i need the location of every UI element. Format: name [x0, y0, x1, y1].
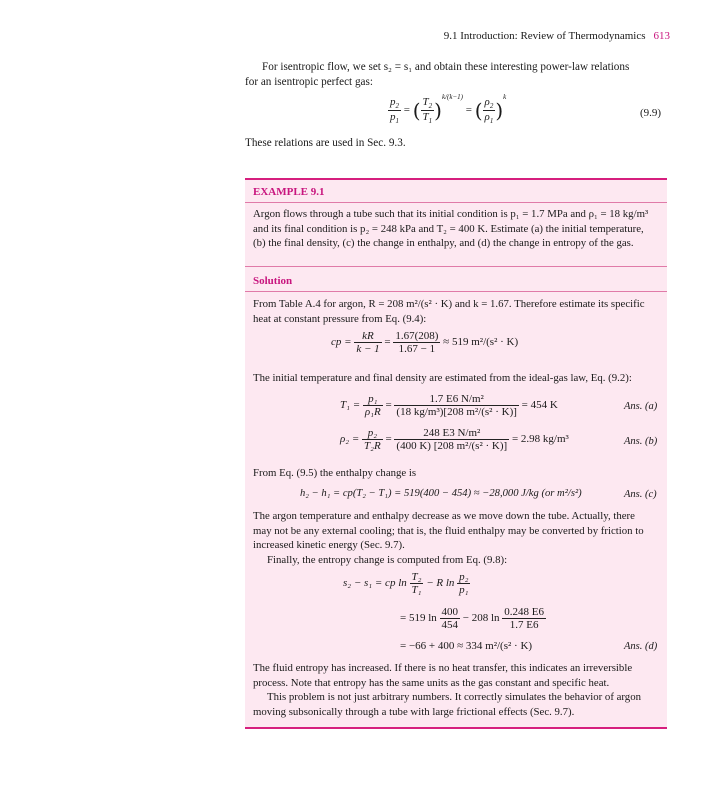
s-f2-num: p₂: [459, 571, 469, 583]
cp-f2-num: 1.67(208): [395, 330, 439, 342]
statement-line: Argon flows through a tube such that its initial condition is p₁ = 1.7 MPa and ρ₁ = 18 kg/m³: [253, 208, 649, 220]
answer-b: Ans. (b): [624, 436, 658, 447]
rho2-f1-den: T₂R: [364, 440, 381, 452]
t1-result: = 454 K: [521, 399, 558, 412]
intro-line-1: For isentropic flow, we set s₂ = s₁ and obtain these interesting power-law relations: [262, 61, 630, 73]
rho2-f2-num: 248 E3 N/m²: [394, 427, 509, 440]
example-title: EXAMPLE 9.1: [253, 186, 325, 198]
example-bottom-rule: [245, 727, 667, 729]
statement-line: (b) the final density, (c) the change in enthalpy, and (d) the change in entropy of the gas.: [253, 237, 634, 249]
solution-paragraph-3: From Eq. (9.5) the enthalpy change is: [253, 467, 417, 479]
answer-a: Ans. (a): [624, 401, 658, 412]
page-number: 613: [653, 30, 670, 42]
intro-after: These relations are used in Sec. 9.3.: [245, 137, 406, 149]
rho2-f2-den: (400 K) [208 m²/(s² · K)]: [396, 440, 508, 452]
paragraph-line: From Table A.4 for argon, R = 208 m²/(s² · K) and k = 1.67. Therefore estimate its specific: [253, 298, 645, 310]
intro-line-2: for an isentropic perfect gas:: [245, 76, 373, 88]
s-f3-num: 400: [441, 606, 459, 618]
paragraph-line: This problem is not just arbitrary numbers. It correctly simulates the behavior of argon: [267, 691, 642, 703]
answer-c: Ans. (c): [624, 489, 657, 500]
s-f2-den: p₁: [459, 584, 469, 596]
t1-f2-den: (18 kg/m³)[208 m²/(s² · K)]: [396, 406, 517, 418]
equation-number: (9.9): [640, 107, 662, 119]
entropy-equation-line-1: [343, 571, 470, 596]
rho2-equation: ρ₂ = $\frac{\text{p₂}}{\text{T₂R}}$ = $\frac{\text{248 E3 N/m²}}{\text{(400 K) [208 m²/(s² · K)]}}$ = 2.98 kg/m³: [340, 427, 569, 452]
solution-paragraph-2: The initial temperature and final density are estimated from the ideal-gas law, Eq. (9.2):: [253, 372, 632, 384]
section-title: 9.1 Introduction: Review of Thermodynamics: [443, 30, 646, 42]
s-line2-b: − 208 ln: [462, 612, 500, 625]
s-f4-den: 1.7 E6: [509, 619, 539, 631]
s-line2-a: = 519 ln: [400, 612, 437, 625]
example-title-rule: [245, 202, 667, 203]
entropy-equation-line-3: = −66 + 400 ≈ 334 m²/(s² · K): [400, 640, 533, 652]
s-f1-num: T₂: [411, 571, 422, 583]
t1-equation: T₁ = $\frac{\text{p₁}}{\text{ρ₁R}}$ = $\frac{\text{1.7 E6 N/m²}}{\text{(18 kg/m³)[208 m²/(s² · K)]}}$ = 454 K: [340, 393, 558, 418]
cp-equation: cp = $\frac{kR}{k - 1}$ = $\frac{1.67(208)}{1.67 - 1}$ ≈ 519 m²/(s² · K): [331, 330, 519, 355]
paragraph-line: heat at constant pressure from Eq. (9.4):: [253, 312, 427, 325]
s-mid: − R ln: [426, 577, 455, 590]
solution-paragraph-1: [253, 297, 665, 326]
s-lhs: s₂ − s₁ = cp ln: [343, 577, 407, 590]
t1-f1-den: ρ₁R: [364, 406, 381, 418]
s-f1-den: T₁: [411, 584, 422, 596]
paragraph-line: Finally, the entropy change is computed from Eq. (9.8):: [267, 553, 508, 566]
solution-paragraph-5: [253, 661, 665, 719]
t1-lhs: T₁ =: [340, 399, 361, 412]
t1-f1-num: p₁: [363, 393, 383, 406]
solution-title-rule: [245, 291, 667, 292]
t1-f2-num: 1.7 E6 N/m²: [394, 393, 518, 406]
entropy-equation-line-2: [400, 606, 546, 631]
rho2-f1-num: p₂: [362, 427, 383, 440]
equation-9-9: $\frac{p_2}{p_1}$ = ( $\frac{T_2}{T_1}$ )$^{k/(k-1)}$ = ( $\frac{\rho_2}{\rho_1}$ )$^k$: [390, 93, 507, 126]
paragraph-line: The argon temperature and enthalpy decrease as we move down the tube. Actually, there: [253, 510, 635, 522]
rho2-lhs: ρ₂ =: [340, 433, 360, 446]
cp-f1-den: k − 1: [356, 343, 380, 355]
enthalpy-equation: [300, 488, 582, 499]
paragraph-line: increased kinetic energy (Sec. 9.7).: [253, 539, 405, 551]
rho2-result: = 2.98 kg/m³: [511, 433, 569, 446]
statement-line: and its final condition is p₂ = 248 kPa and T₂ = 400 K. Estimate (a) the initial temperature,: [253, 222, 644, 235]
paragraph-line: moving subsonically through a tube with large frictional effects (Sec. 9.7).: [253, 705, 575, 718]
s-f4-num: 0.248 E6: [504, 606, 545, 618]
s-f3-den: 454: [441, 619, 459, 631]
enthalpy-text: h₂ − h₁ = cp(T₂ − T₁) = 519(400 − 454) ≈ −28,000 J/kg (or m²/s²): [300, 488, 582, 499]
paragraph-line: may not be any external cooling; that is, the fluid enthalpy may be converted by friction to: [253, 524, 644, 537]
solution-paragraph-4: [253, 509, 665, 567]
solution-top-rule: [245, 266, 667, 267]
paragraph-line: The fluid entropy has increased. If there is no heat transfer, this indicates an irreversible: [253, 662, 633, 674]
answer-d: Ans. (d): [624, 641, 658, 652]
paragraph-line: process. Note that entropy has the same units as the gas constant and specific heat.: [253, 676, 610, 689]
cp-lhs: cp =: [331, 336, 352, 349]
running-header: [245, 30, 670, 42]
cp-f2-den: 1.67 − 1: [398, 343, 436, 355]
solution-title: Solution: [253, 275, 293, 287]
cp-result: ≈ 519 m²/(s² · K): [443, 336, 519, 349]
cp-f1-num: kR: [354, 330, 381, 343]
example-statement: [253, 207, 663, 251]
